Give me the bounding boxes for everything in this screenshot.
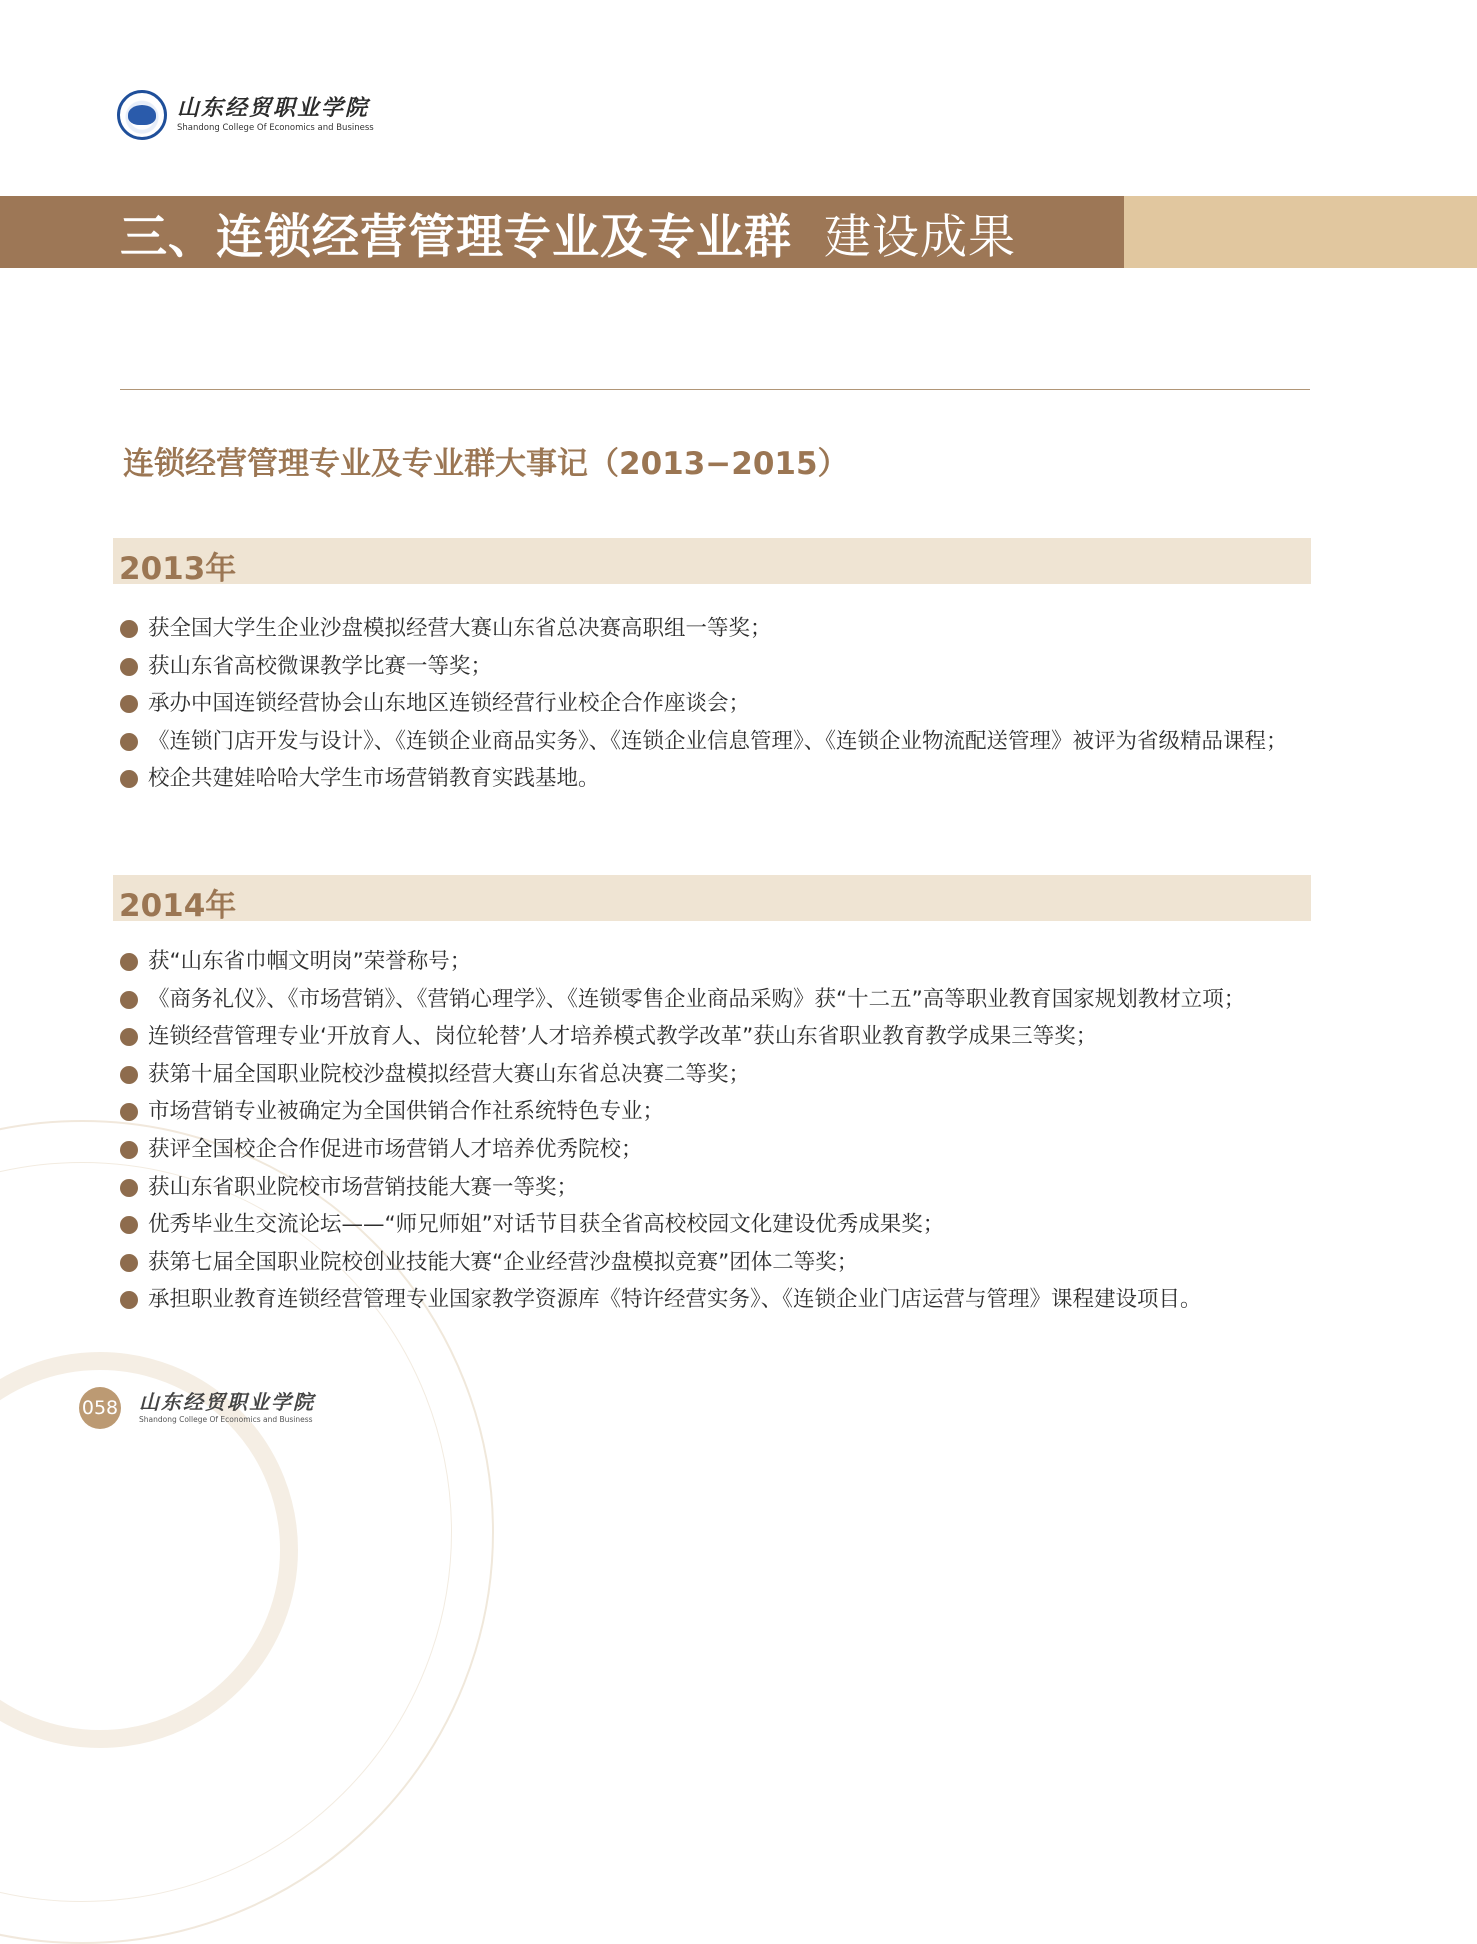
logo-english-name: Shandong College Of Economics and Business [177, 123, 374, 134]
list-item: 获评全国校企合作促进市场营销人才培养优秀院校； [119, 1131, 1309, 1169]
bullet-icon [120, 1103, 138, 1121]
list-item: 承担职业教育连锁经营管理专业国家教学资源库《特许经营实务》、《连锁企业门店运营与管理》课程建设项目。 [119, 1281, 1309, 1319]
page-title-suffix: 建设成果 [824, 209, 1016, 265]
bullet-icon [120, 1028, 138, 1046]
page-number: 058 [79, 1387, 121, 1429]
title-band-accent [1124, 196, 1477, 268]
bullet-icon [120, 770, 138, 788]
list-item: 获山东省职业院校市场营销技能大赛一等奖； [119, 1169, 1309, 1207]
college-emblem-icon [117, 90, 167, 140]
list-item: 校企共建娃哈哈大学生市场营销教育实践基地。 [119, 760, 1309, 798]
bullet-icon [120, 1066, 138, 1084]
bullet-icon [120, 953, 138, 971]
divider [120, 389, 1310, 390]
list-item: 获“山东省巾帼文明岗”荣誉称号； [119, 943, 1309, 981]
logo-chinese-name: 山东经贸职业学院 [177, 95, 370, 122]
page-title-main: 三、连锁经营管理专业及专业群 [120, 209, 792, 265]
bullet-icon [120, 1216, 138, 1234]
bullet-icon [120, 620, 138, 638]
page-footer [79, 1387, 315, 1429]
year-header-2014 [113, 875, 1311, 924]
list-item: 获第七届全国职业院校创业技能大赛“企业经营沙盘模拟竞赛”团体二等奖； [119, 1244, 1309, 1282]
list-item: 市场营销专业被确定为全国供销合作社系统特色专业； [119, 1093, 1309, 1131]
footer-logo-english: Shandong College Of Economics and Business [139, 1415, 313, 1425]
list-item: 承办中国连锁经营协会山东地区连锁经营行业校企合作座谈会； [119, 685, 1309, 723]
bullet-icon [120, 695, 138, 713]
bullet-icon [120, 1179, 138, 1197]
events-list-2014 [119, 943, 1309, 1319]
bullet-icon [120, 658, 138, 676]
bullet-icon [120, 1291, 138, 1309]
bullet-icon [120, 1141, 138, 1159]
events-list-2013 [119, 610, 1309, 798]
bullet-icon [120, 991, 138, 1009]
list-item: 获山东省高校微课教学比赛一等奖； [119, 648, 1309, 686]
college-logo [117, 90, 374, 140]
list-item: 获全国大学生企业沙盘模拟经营大赛山东省总决赛高职组一等奖； [119, 610, 1309, 648]
year-header-2013 [113, 538, 1311, 587]
page-title [120, 203, 1016, 263]
section-heading: 连锁经营管理专业及专业群大事记（2013−2015） [123, 446, 849, 482]
bullet-icon [120, 1254, 138, 1272]
list-item: 连锁经营管理专业‘开放育人、岗位轮替’人才培养模式教学改革”获山东省职业教育教学成果三等奖； [119, 1018, 1309, 1056]
bullet-icon [120, 733, 138, 751]
list-item: 《连锁门店开发与设计》、《连锁企业商品实务》、《连锁企业信息管理》、《连锁企业物流配送管理》被评为省级精品课程； [119, 723, 1309, 761]
year-label: 2014年 [119, 888, 237, 924]
list-item: 《商务礼仪》、《市场营销》、《营销心理学》、《连锁零售企业商品采购》获“十二五”高等职业教育国家规划教材立项； [119, 981, 1309, 1019]
footer-logo-chinese: 山东经贸职业学院 [139, 1390, 315, 1415]
year-label: 2013年 [119, 551, 237, 587]
list-item: 优秀毕业生交流论坛——“师兄师姐”对话节目获全省高校校园文化建设优秀成果奖； [119, 1206, 1309, 1244]
list-item: 获第十届全国职业院校沙盘模拟经营大赛山东省总决赛二等奖； [119, 1056, 1309, 1094]
